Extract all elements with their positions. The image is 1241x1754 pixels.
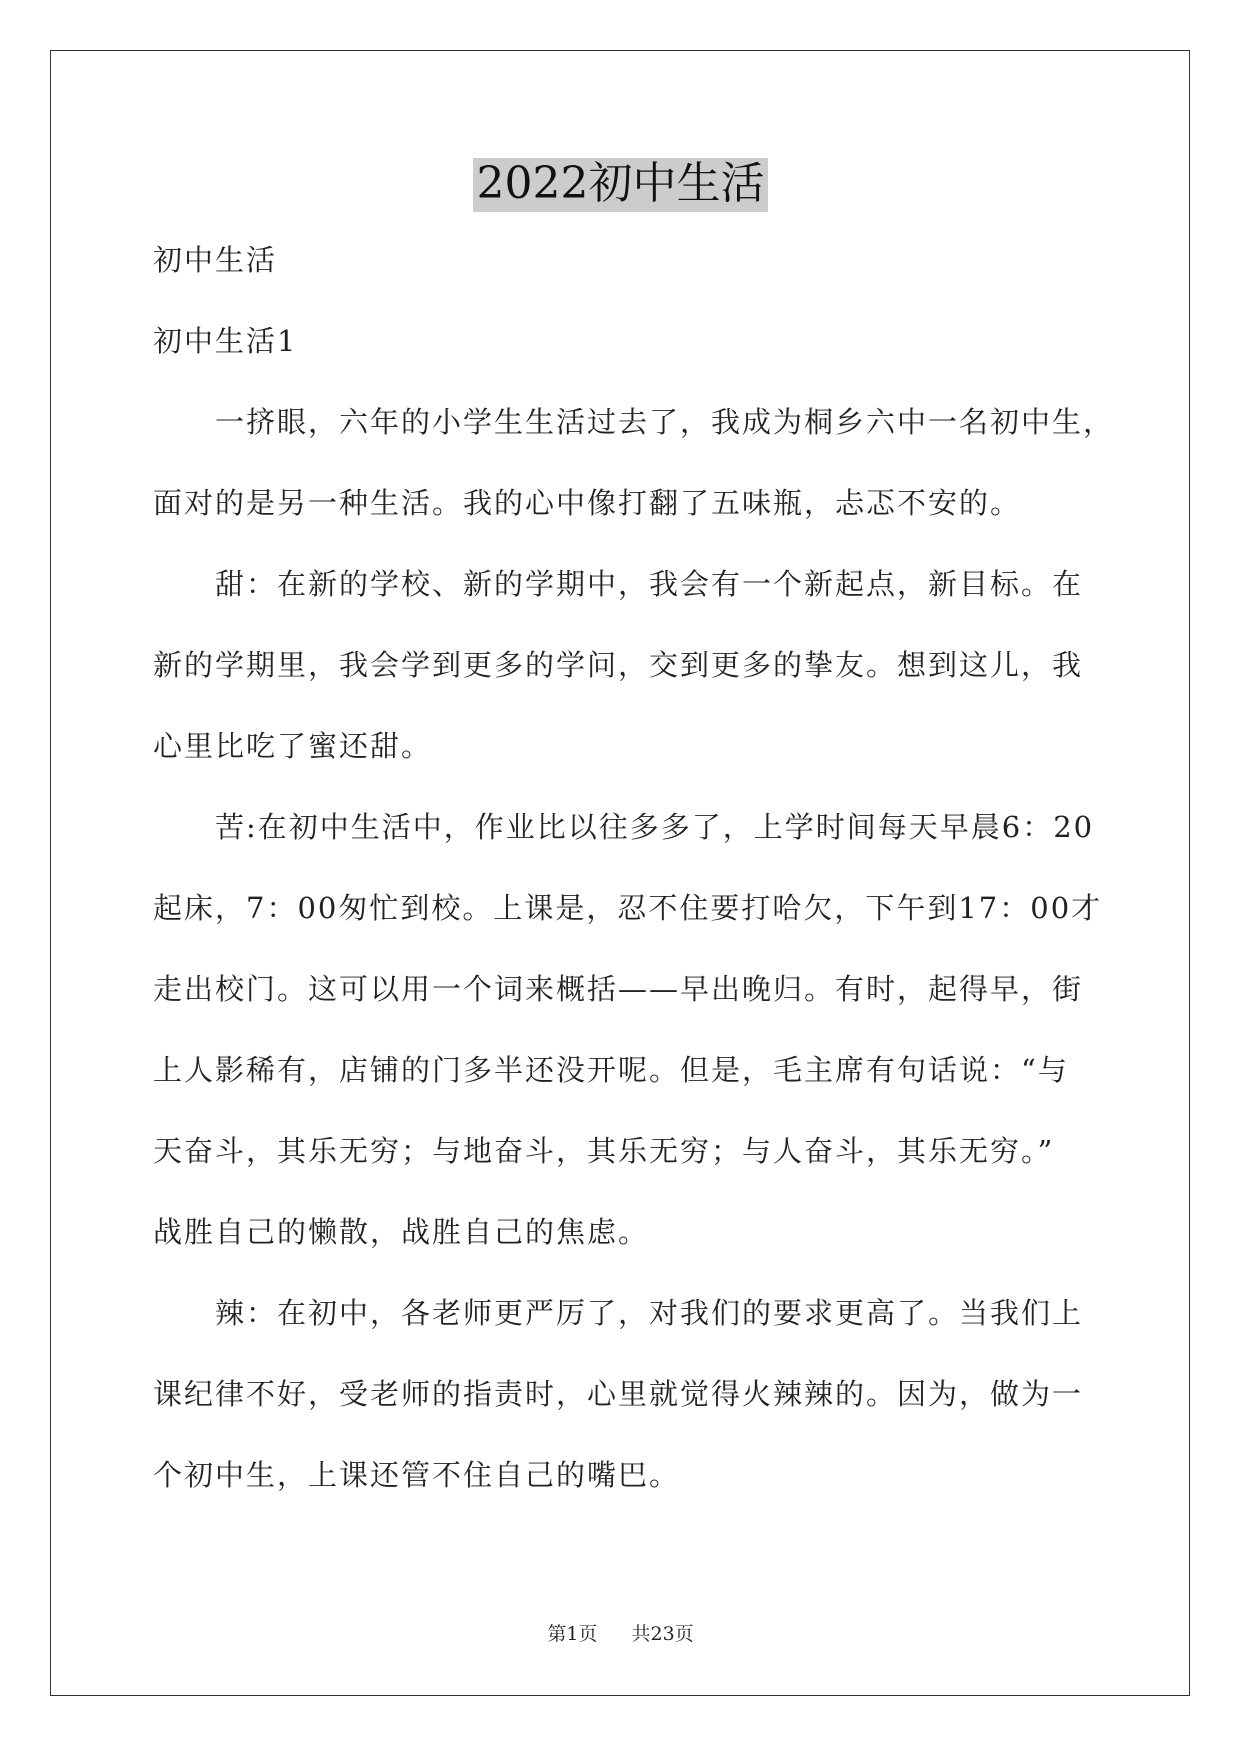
paragraph-line: 战胜自己的懒散，战胜自己的焦虑。 <box>153 1215 650 1249</box>
paragraph-line: 天奋斗，其乐无穷；与地奋斗，其乐无穷；与人奋斗，其乐无穷。” <box>153 1134 1055 1168</box>
paragraph-line: 走出校门。这可以用一个词来概括——早出晚归。有时，起得早，街 <box>153 972 1084 1006</box>
paragraph-line: 面对的是另一种生活。我的心中像打翻了五味瓶，忐忑不安的。 <box>153 486 1022 520</box>
paragraph-line: 起床，7：00匆忙到校。上课是，忍不住要打哈欠，下午到17：00才 <box>153 891 1103 925</box>
paragraph-line: 课纪律不好，受老师的指责时，心里就觉得火辣辣的。因为，做为一 <box>153 1377 1084 1411</box>
paragraph-line: 上人影稀有，店铺的门多半还没开呢。但是，毛主席有句话说：“与 <box>153 1053 1069 1087</box>
paragraph-line: 苦:在初中生活中，作业比以往多多了，上学时间每天早晨6：20 <box>215 810 1095 844</box>
paragraph-line: 甜：在新的学校、新的学期中，我会有一个新起点，新目标。在 <box>215 567 1084 601</box>
document-title-text: 2022初中生活 <box>473 158 769 212</box>
page-number-current: 第1页 <box>547 1623 598 1645</box>
paragraph-line: 一挤眼，六年的小学生生活过去了，我成为桐乡六中一名初中生， <box>215 405 1115 439</box>
page-number-total: 共23页 <box>631 1623 694 1645</box>
document-body <box>153 238 1115 1534</box>
section-heading: 初中生活1 <box>153 324 298 358</box>
paragraph-line: 心里比吃了蜜还甜。 <box>153 729 433 763</box>
paragraph-line: 个初中生，上课还管不住自己的嘴巴。 <box>153 1458 681 1492</box>
subtitle-line: 初中生活 <box>153 243 278 277</box>
paragraph-line: 辣：在初中，各老师更严厉了，对我们的要求更高了。当我们上 <box>215 1296 1084 1330</box>
document-title <box>0 158 1241 212</box>
page-footer <box>0 1619 1241 1646</box>
paragraph-line: 新的学期里，我会学到更多的学问，交到更多的挚友。想到这儿，我 <box>153 648 1084 682</box>
